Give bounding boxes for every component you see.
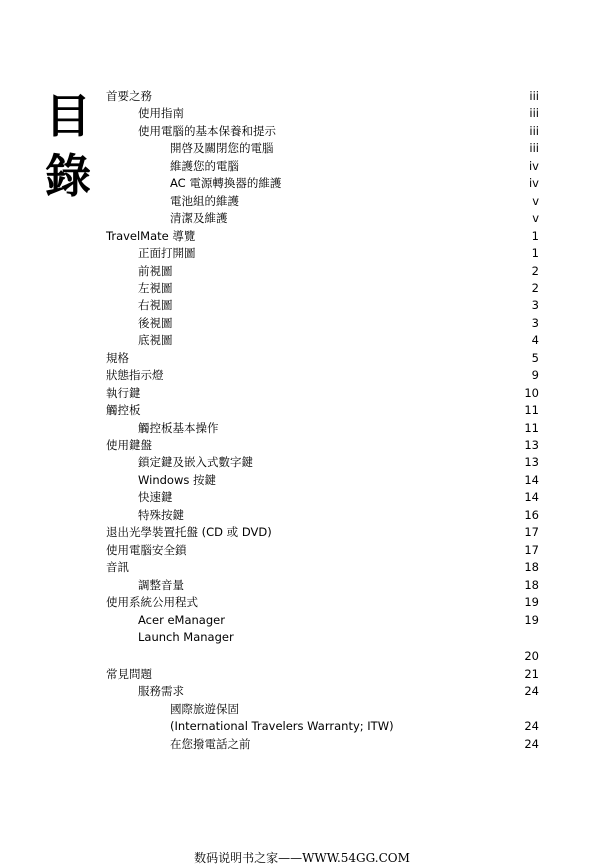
toc-entry[interactable] bbox=[0, 351, 539, 367]
toc-entry-page: 5 bbox=[531, 350, 539, 365]
toc-entry-label: 國際旅遊保固 bbox=[170, 701, 239, 716]
toc-entry[interactable] bbox=[0, 386, 539, 402]
toc-entry[interactable] bbox=[0, 490, 539, 506]
toc-entry[interactable] bbox=[0, 264, 539, 280]
toc-entry-label: 底視圖 bbox=[138, 333, 173, 348]
toc-entry-page: v bbox=[532, 193, 539, 208]
toc-entry-page: 19 bbox=[524, 595, 539, 610]
toc-title-char-1: 目 bbox=[45, 89, 91, 143]
toc-entry[interactable] bbox=[0, 211, 539, 227]
toc-entry-label: 使用電腦安全鎖 bbox=[106, 542, 187, 557]
toc-entry[interactable] bbox=[0, 719, 539, 735]
toc-entry[interactable] bbox=[0, 106, 539, 122]
toc-entry-label: 調整音量 bbox=[138, 577, 184, 592]
toc-entry-page: 24 bbox=[524, 736, 539, 751]
toc-entry[interactable] bbox=[0, 578, 539, 594]
toc-entry-label: 開啓及關閉您的電腦 bbox=[170, 141, 274, 156]
toc-entry[interactable] bbox=[0, 229, 539, 245]
toc-entry-page: 14 bbox=[524, 472, 539, 487]
toc-entry-label: 電池組的維護 bbox=[170, 193, 239, 208]
toc-entry-page: 17 bbox=[524, 525, 539, 540]
toc-entry-label: 服務需求 bbox=[138, 684, 184, 699]
toc-entry-page: 1 bbox=[531, 228, 539, 243]
toc-entry-page: iii bbox=[529, 89, 539, 103]
toc-entry-page: 19 bbox=[524, 612, 539, 627]
toc-entry[interactable] bbox=[0, 194, 539, 210]
toc-entry-page: v bbox=[532, 211, 539, 226]
toc-entry-page: iv bbox=[528, 158, 539, 173]
toc-entry-label: 在您撥電話之前 bbox=[170, 736, 251, 751]
toc-entry-label: (International Travelers Warranty; ITW) bbox=[170, 719, 394, 734]
toc-entry-label: 使用鍵盤 bbox=[106, 438, 152, 452]
toc-entry-page: 18 bbox=[524, 577, 539, 592]
toc-entry-label: 觸控板基本操作 bbox=[138, 420, 219, 435]
toc-entry[interactable] bbox=[0, 176, 539, 192]
toc-entry-page: iii bbox=[529, 141, 539, 156]
toc-entry-label: 快速鍵 bbox=[138, 490, 173, 505]
toc-entry-page: iii bbox=[529, 106, 539, 121]
toc-entry-label: 正面打開圖 bbox=[138, 246, 196, 261]
toc-entry-label: 左視圖 bbox=[138, 280, 173, 295]
toc-entry[interactable] bbox=[0, 595, 539, 611]
toc-entry-page: iii bbox=[529, 123, 539, 138]
watermark-footer: 数码说明书之家——WWW.54GG.COM bbox=[194, 851, 410, 865]
toc-entry-page: 24 bbox=[524, 684, 539, 699]
toc-entry-label: 音訊 bbox=[106, 560, 129, 575]
toc-entry[interactable] bbox=[0, 438, 539, 454]
toc-entry-page: iv bbox=[528, 176, 539, 191]
toc-entry[interactable] bbox=[0, 159, 539, 175]
toc-entry[interactable] bbox=[0, 281, 539, 297]
toc-entry-label: Launch Manager bbox=[138, 629, 234, 644]
toc-entry-page: 2 bbox=[531, 280, 539, 295]
toc-title-char-2: 錄 bbox=[45, 149, 91, 203]
toc-entry[interactable] bbox=[0, 649, 539, 665]
toc-entry[interactable] bbox=[0, 613, 539, 629]
toc-entry-page: 3 bbox=[531, 315, 539, 330]
toc-entry-label: 使用指南 bbox=[138, 106, 184, 121]
toc-entry[interactable] bbox=[0, 508, 539, 524]
toc-entry[interactable] bbox=[0, 737, 539, 753]
toc-entry[interactable] bbox=[0, 246, 539, 262]
toc-entry[interactable] bbox=[0, 525, 539, 541]
toc-entry-page: 13 bbox=[524, 438, 539, 452]
toc-entry-page: 21 bbox=[524, 666, 539, 681]
toc-entry-label: Acer eManager bbox=[138, 612, 225, 627]
toc-entry-label: 後視圖 bbox=[138, 315, 173, 330]
toc-entry-page: 14 bbox=[524, 490, 539, 505]
toc-entry[interactable] bbox=[0, 403, 539, 419]
toc-entry[interactable] bbox=[0, 333, 539, 349]
toc-entry[interactable] bbox=[0, 298, 539, 314]
toc-entry-page: 4 bbox=[531, 333, 539, 348]
toc-entry-label: 觸控板 bbox=[106, 403, 141, 418]
toc-entry[interactable] bbox=[0, 124, 539, 140]
toc-entry-page: 24 bbox=[524, 719, 539, 734]
toc-entry-label: 退出光學裝置托盤 (CD 或 DVD) bbox=[106, 525, 272, 540]
toc-entry[interactable] bbox=[0, 667, 539, 683]
toc-entry-label: AC 電源轉換器的維護 bbox=[170, 176, 282, 191]
toc-entry-page: 20 bbox=[524, 649, 539, 664]
toc-entry-label: 特殊按鍵 bbox=[138, 507, 184, 522]
toc-entry[interactable] bbox=[0, 684, 539, 700]
toc-entry-page: 11 bbox=[524, 403, 539, 418]
toc-entry-page: 3 bbox=[531, 298, 539, 313]
toc-entry-label: Windows 按鍵 bbox=[138, 472, 216, 487]
toc-entry[interactable] bbox=[0, 560, 539, 576]
toc-entry-label: 首要之務 bbox=[106, 89, 152, 103]
toc-entry-page: 16 bbox=[524, 507, 539, 522]
toc-entry[interactable] bbox=[0, 316, 539, 332]
toc-entry[interactable] bbox=[0, 368, 539, 384]
toc-entry[interactable] bbox=[0, 543, 539, 559]
toc-entry-page: 11 bbox=[524, 420, 539, 435]
toc-entry-label: 清潔及維護 bbox=[170, 211, 228, 226]
toc-entry-page: 18 bbox=[524, 560, 539, 575]
toc-entry-label: 前視圖 bbox=[138, 263, 173, 278]
toc-entry[interactable] bbox=[0, 89, 539, 105]
toc-entry[interactable] bbox=[0, 455, 539, 471]
toc-entry-label: 鎖定鍵及嵌入式數字鍵 bbox=[138, 455, 253, 470]
toc-entry-label: 常見問題 bbox=[106, 666, 152, 681]
toc-entry-page: 13 bbox=[524, 455, 539, 470]
toc-entry-label: 規格 bbox=[106, 350, 129, 365]
toc-entry-label: 執行鍵 bbox=[106, 385, 141, 400]
toc-entry[interactable] bbox=[0, 702, 539, 718]
toc-entry[interactable] bbox=[0, 421, 539, 437]
toc-entry[interactable] bbox=[0, 630, 539, 646]
toc-entry-page: 17 bbox=[524, 542, 539, 557]
toc-entry[interactable] bbox=[0, 473, 539, 489]
toc-entry-label: 使用電腦的基本保養和提示 bbox=[138, 123, 276, 138]
toc-entry-label: 右視圖 bbox=[138, 298, 173, 313]
toc-entry[interactable] bbox=[0, 141, 539, 157]
toc-entry-page: 9 bbox=[531, 368, 539, 383]
toc-entry-label: 使用系統公用程式 bbox=[106, 595, 198, 610]
toc-entry-label: TravelMate 導覽 bbox=[106, 228, 196, 243]
toc-entry-page: 1 bbox=[531, 246, 539, 261]
toc-entry-page: 2 bbox=[531, 263, 539, 278]
toc-entry-label: 維護您的電腦 bbox=[170, 158, 239, 173]
toc-entry-page: 10 bbox=[524, 385, 539, 400]
toc-entry-label: 狀態指示燈 bbox=[106, 368, 164, 383]
